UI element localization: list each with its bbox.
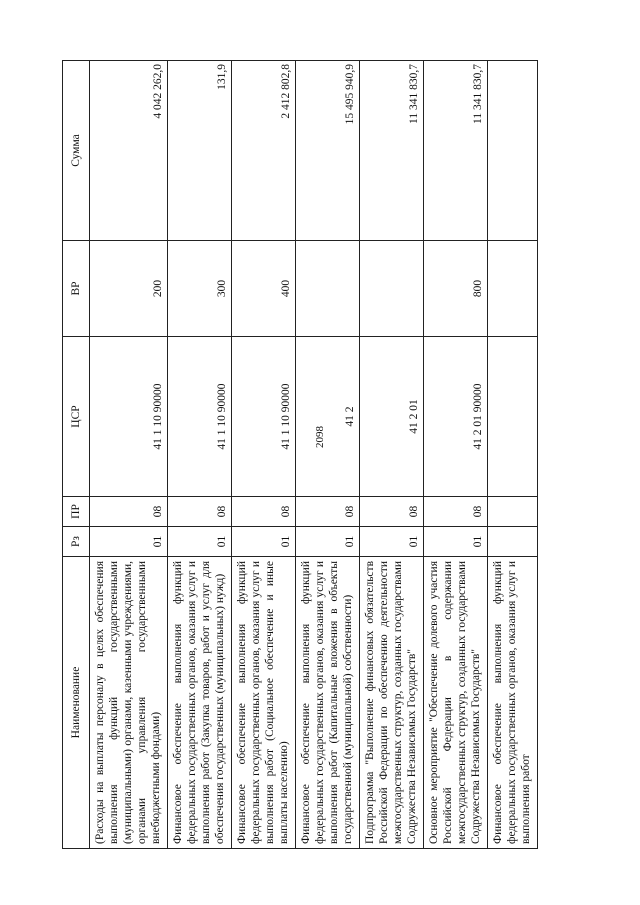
row-pr: 08 bbox=[168, 497, 232, 527]
row-rz bbox=[488, 527, 538, 557]
row-csr: 41 2 01 bbox=[360, 337, 424, 497]
row-csr: 41 2 01 90000 bbox=[424, 337, 488, 497]
row-sum: 15 495 940,9 bbox=[296, 61, 360, 241]
table-row bbox=[232, 61, 296, 849]
row-csr: 41 2 bbox=[296, 337, 360, 497]
row-csr: 41 1 10 90000 bbox=[232, 337, 296, 497]
row-vr bbox=[360, 241, 424, 337]
row-vr: 400 bbox=[232, 241, 296, 337]
row-sum bbox=[488, 61, 538, 241]
row-name: Финансовое обеспечение выполнения функций федеральных государственных органов, оказания услуг и выполнения работ (Капитальные вложения в объекты государственной (муниципальной) собственности) bbox=[296, 557, 360, 849]
row-sum: 11 341 830,7 bbox=[360, 61, 424, 241]
table-row bbox=[90, 61, 168, 849]
header-rz: Рз bbox=[63, 527, 90, 557]
row-name: (Расходы на выплаты персоналу в целях обеспечения выполнения функций государственными (муниципальными) органами, казенными учреждениями, органами управления государственными внебюджетными фондами) bbox=[90, 557, 168, 849]
row-pr: 08 bbox=[90, 497, 168, 527]
row-sum: 4 042 262,0 bbox=[90, 61, 168, 241]
row-pr: 08 bbox=[232, 497, 296, 527]
table-row bbox=[296, 61, 360, 849]
row-pr: 08 bbox=[296, 497, 360, 527]
row-vr: 300 bbox=[168, 241, 232, 337]
header-name: Наименование bbox=[63, 557, 90, 849]
table-row bbox=[360, 61, 424, 849]
row-rz: 01 bbox=[168, 527, 232, 557]
row-vr bbox=[488, 241, 538, 337]
row-name: Финансовое обеспечение выполнения функций федеральных государственных органов, оказания услуг и выполнения работ (Закупка товаров, работ и услуг для обеспечения государственных (муниципальных) нужд) bbox=[168, 557, 232, 849]
table-row bbox=[488, 61, 538, 849]
row-name: Финансовое обеспечение выполнения функций федеральных государственных органов, оказания услуг и выполнения работ (Социальное обеспечение и иные выплаты населению) bbox=[232, 557, 296, 849]
row-pr: 08 bbox=[360, 497, 424, 527]
row-rz: 01 bbox=[424, 527, 488, 557]
row-name: Подпрограмма "Выполнение финансовых обязательств Российской Федерации по обеспечению деятельности межгосударственных структур, созданных государствами Содружества Независимых Государств" bbox=[360, 557, 424, 849]
header-pr: ПР bbox=[63, 497, 90, 527]
row-rz: 01 bbox=[360, 527, 424, 557]
row-vr bbox=[296, 241, 360, 337]
row-name: Основное мероприятие "Обеспечение долевого участия Российской Федерации в содержании межгосударственных структур, созданных государствами Содружества Независимых Государств" bbox=[424, 557, 488, 849]
page-number: 2098 bbox=[314, 426, 326, 448]
budget-table bbox=[62, 60, 538, 849]
row-vr: 800 bbox=[424, 241, 488, 337]
row-sum: 2 412 802,8 bbox=[232, 61, 296, 241]
row-csr bbox=[488, 337, 538, 497]
row-csr: 41 1 10 90000 bbox=[168, 337, 232, 497]
row-vr: 200 bbox=[90, 241, 168, 337]
row-sum: 11 341 830,7 bbox=[424, 61, 488, 241]
row-name: Финансовое обеспечение выполнения функций федеральных государственных органов, оказания услуг и выполнения работ bbox=[488, 557, 538, 849]
header-vr: ВР bbox=[63, 241, 90, 337]
row-rz: 01 bbox=[296, 527, 360, 557]
rotated-page bbox=[62, 61, 602, 849]
header-sum: Сумма bbox=[63, 61, 90, 241]
row-pr bbox=[488, 497, 538, 527]
table-row bbox=[168, 61, 232, 849]
table-header-row bbox=[63, 61, 90, 849]
row-csr: 41 1 10 90000 bbox=[90, 337, 168, 497]
row-sum: 131,9 bbox=[168, 61, 232, 241]
row-pr: 08 bbox=[424, 497, 488, 527]
row-rz: 01 bbox=[232, 527, 296, 557]
table-row bbox=[424, 61, 488, 849]
header-csr: ЦСР bbox=[63, 337, 90, 497]
row-rz: 01 bbox=[90, 527, 168, 557]
